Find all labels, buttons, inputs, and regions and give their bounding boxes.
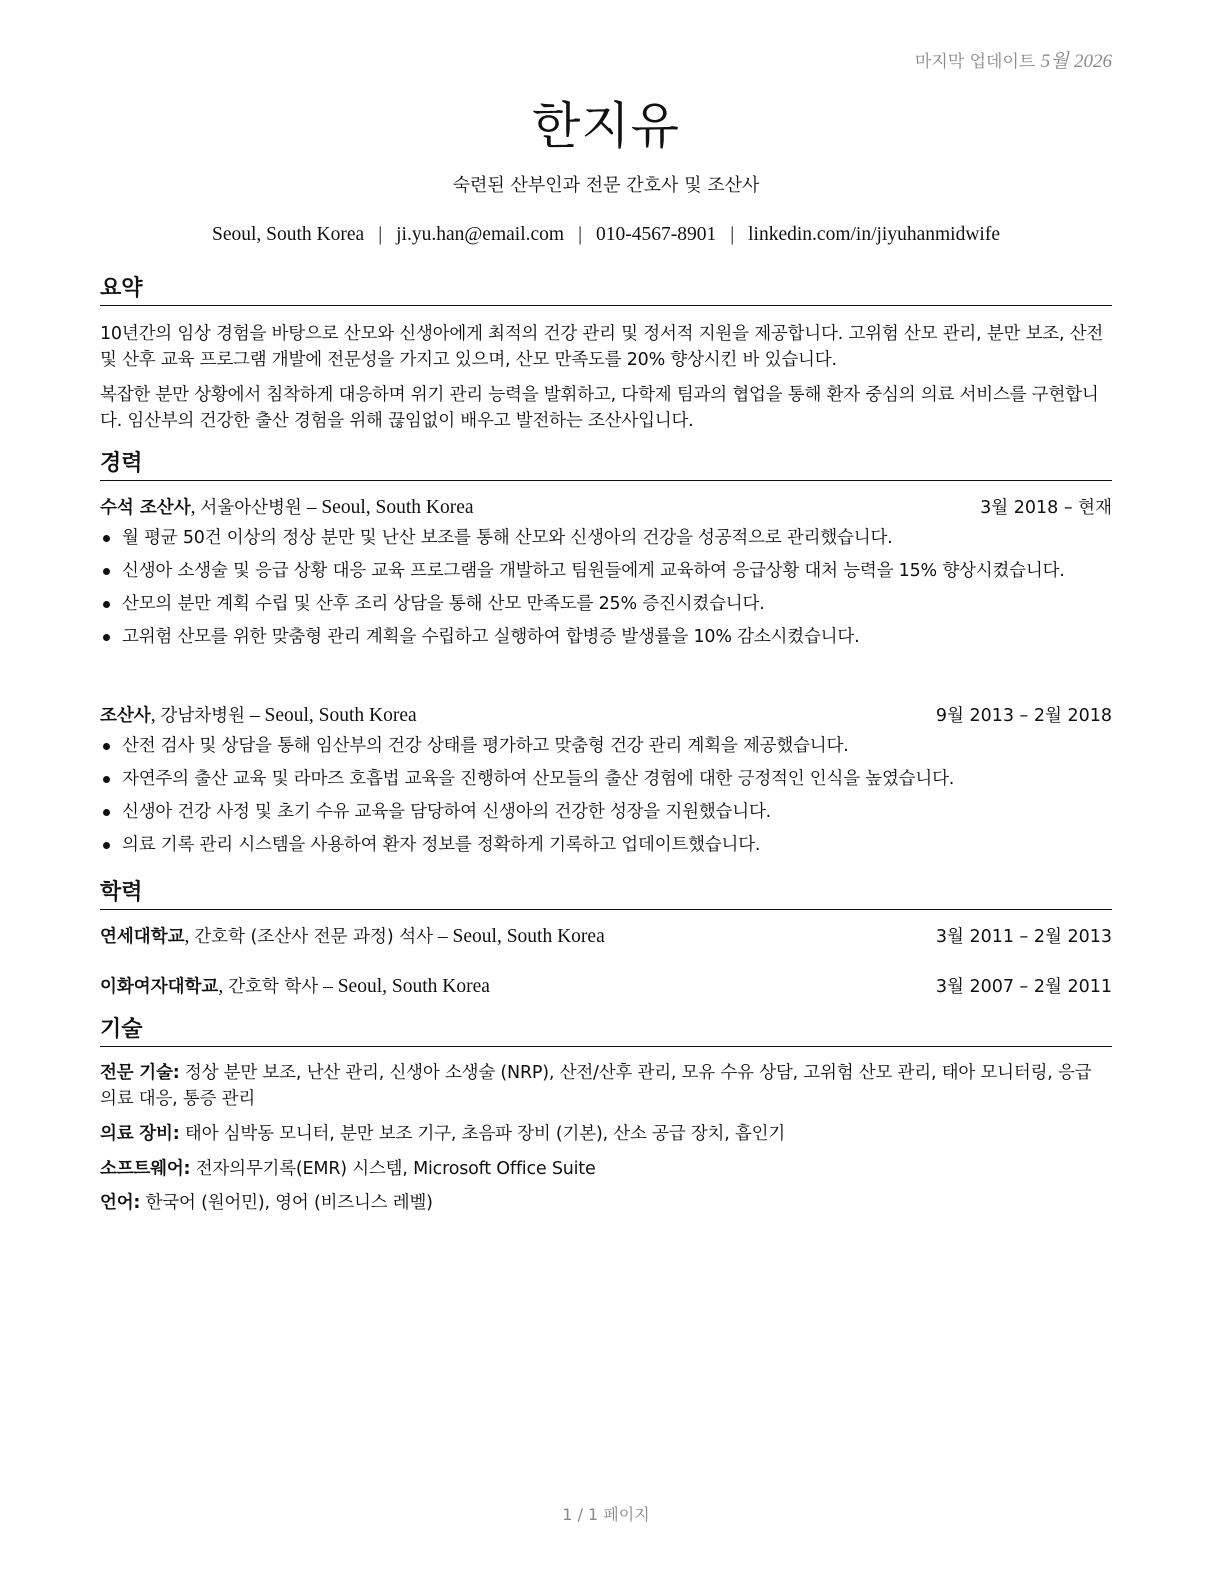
list-item: 산전 검사 및 상담을 통해 임산부의 건강 상태를 평가하고 맞춤형 건강 관리 계획을 제공했습니다. bbox=[100, 733, 1112, 759]
skill-value: 한국어 (원어민), 영어 (비즈니스 레벨) bbox=[145, 1193, 433, 1213]
job-dates: 9월 2013 – 2월 2018 bbox=[935, 706, 1112, 726]
list-item: 월 평균 50건 이상의 정상 분만 및 난산 보조를 통해 산모와 신생아의 건강을 성공적으로 관리했습니다. bbox=[100, 525, 1112, 551]
job-bullets bbox=[100, 525, 1112, 650]
section-title-education: 학력 bbox=[100, 880, 1112, 910]
skill-value: 태아 심박동 모니터, 분만 보조 기구, 초음파 장비 (기본), 산소 공급 장치, 흡인기 bbox=[184, 1124, 786, 1144]
section-title-skills: 기술 bbox=[100, 1017, 1112, 1047]
candidate-name: 한지유 bbox=[532, 97, 680, 155]
resume-page bbox=[100, 0, 1112, 1584]
skill-value: 정상 분만 보조, 난산 관리, 신생아 소생술 (NRP), 산전/산후 관리, 모유 수유 상담, 고위험 산모 관리, 태아 모니터링, 응급 의료 대응, 통증 관리 bbox=[100, 1063, 1092, 1109]
job-location: – Seoul, South Korea bbox=[306, 497, 474, 518]
education-dates: 3월 2011 – 2월 2013 bbox=[935, 927, 1112, 947]
education-item bbox=[100, 924, 1112, 950]
skill-value: 전자의무기록(EMR) 시스템, Microsoft Office Suite bbox=[195, 1159, 596, 1179]
education-degree: 간호학 (조산사 전문 과정) 석사 bbox=[194, 927, 434, 947]
contact-email[interactable]: ji.yu.han@email.com bbox=[396, 224, 565, 245]
list-item: 신생아 건강 사정 및 초기 수유 교육을 담당하여 신생아의 건강한 성장을 지원했습니다. bbox=[100, 799, 1112, 825]
job-org: 서울아산병원 bbox=[200, 498, 302, 518]
list-item: 의료 기록 관리 시스템을 사용하여 환자 정보를 정확하게 기록하고 업데이트했습니다. bbox=[100, 832, 1112, 858]
last-updated bbox=[915, 46, 1112, 73]
contact-separator: | bbox=[378, 224, 383, 245]
summary-paragraph: 복잡한 분만 상황에서 침착하게 대응하며 위기 관리 능력을 발휘하고, 다학제 팀과의 협업을 통해 환자 중심의 의료 서비스를 구현합니다. 임산부의 건강한 출산 경험을 위해 끊임없이 배우고 발전하는 조산사입니다. bbox=[100, 385, 1099, 431]
education-location: – Seoul, South Korea bbox=[323, 976, 490, 997]
skill-row bbox=[100, 1156, 1112, 1182]
job-dates: 3월 2018 – 현재 bbox=[980, 498, 1112, 518]
summary-paragraph: 10년간의 임상 경험을 바탕으로 산모와 신생아에게 최적의 건강 관리 및 정서적 지원을 제공합니다. 고위험 산모 관리, 분만 보조, 산전 및 산후 교육 프로그램 개발에 전문성을 가지고 있으며, 산모 만족도를 20% 향상시킨 바 있습니다. bbox=[100, 324, 1104, 370]
section-title-summary: 요약 bbox=[100, 276, 1112, 306]
job-role: 조산사 bbox=[100, 706, 151, 726]
last-updated-month: 5월 bbox=[1040, 51, 1069, 72]
skill-label: 언어: bbox=[100, 1193, 141, 1213]
contact-linkedin[interactable]: linkedin.com/in/jiyuhanmidwife bbox=[748, 224, 1000, 245]
contact-separator: | bbox=[578, 224, 582, 245]
job-role: 수석 조산사 bbox=[100, 498, 191, 518]
page-number: 1 / 1 페이지 bbox=[562, 1505, 650, 1524]
contact-separator: | bbox=[730, 224, 735, 245]
skill-label: 소프트웨어: bbox=[100, 1159, 191, 1179]
candidate-tagline: 숙련된 산부인과 전문 간호사 및 조산사 bbox=[452, 175, 760, 196]
education-item bbox=[100, 974, 1112, 1000]
skill-row bbox=[100, 1190, 1112, 1216]
contact-line bbox=[100, 224, 1112, 246]
education-school: 연세대학교 bbox=[100, 927, 185, 947]
skill-label: 전문 기술: bbox=[100, 1063, 180, 1083]
job-header bbox=[100, 495, 1112, 521]
contact-location: Seoul, South Korea bbox=[212, 224, 365, 245]
job-title-line: 수석 조산사, 서울아산병원 – Seoul, South Korea bbox=[100, 497, 474, 518]
last-updated-label: 마지막 업데이트 bbox=[914, 52, 1036, 72]
list-item: 고위험 산모를 위한 맞춤형 관리 계획을 수립하고 실행하여 합병증 발생률을 10% 감소시켰습니다. bbox=[100, 624, 1112, 650]
education-school: 이화여자대학교 bbox=[100, 977, 219, 997]
section-title-experience: 경력 bbox=[100, 451, 1112, 481]
list-item: 산모의 분만 계획 수립 및 산후 조리 상담을 통해 산모 만족도를 25% 증진시켰습니다. bbox=[100, 591, 1112, 617]
education-degree: 간호학 학사 bbox=[228, 977, 319, 997]
job-bullets bbox=[100, 733, 1112, 858]
education-line: 이화여자대학교, 간호학 학사 – Seoul, South Korea bbox=[100, 976, 490, 997]
education-dates: 3월 2007 – 2월 2011 bbox=[935, 977, 1112, 997]
skill-label: 의료 장비: bbox=[100, 1124, 180, 1144]
list-item: 신생아 소생술 및 응급 상황 대응 교육 프로그램을 개발하고 팀원들에게 교육하여 응급상황 대처 능력을 15% 향상시켰습니다. bbox=[100, 558, 1112, 584]
job-org: 강남차병원 bbox=[160, 706, 245, 726]
job-header bbox=[100, 703, 1112, 729]
education-location: – Seoul, South Korea bbox=[437, 926, 605, 947]
education-line: 연세대학교, 간호학 (조산사 전문 과정) 석사 – Seoul, South Korea bbox=[100, 926, 605, 947]
skill-row bbox=[100, 1060, 1112, 1112]
skill-row bbox=[100, 1121, 1112, 1147]
job-title-line: 조산사, 강남차병원 – Seoul, South Korea bbox=[100, 705, 417, 726]
last-updated-year: 2026 bbox=[1074, 51, 1112, 72]
job-location: – Seoul, South Korea bbox=[249, 705, 417, 726]
contact-phone: 010-4567-8901 bbox=[595, 224, 717, 245]
list-item: 자연주의 출산 교육 및 라마즈 호흡법 교육을 진행하여 산모들의 출산 경험에 대한 긍정적인 인식을 높였습니다. bbox=[100, 766, 1112, 792]
